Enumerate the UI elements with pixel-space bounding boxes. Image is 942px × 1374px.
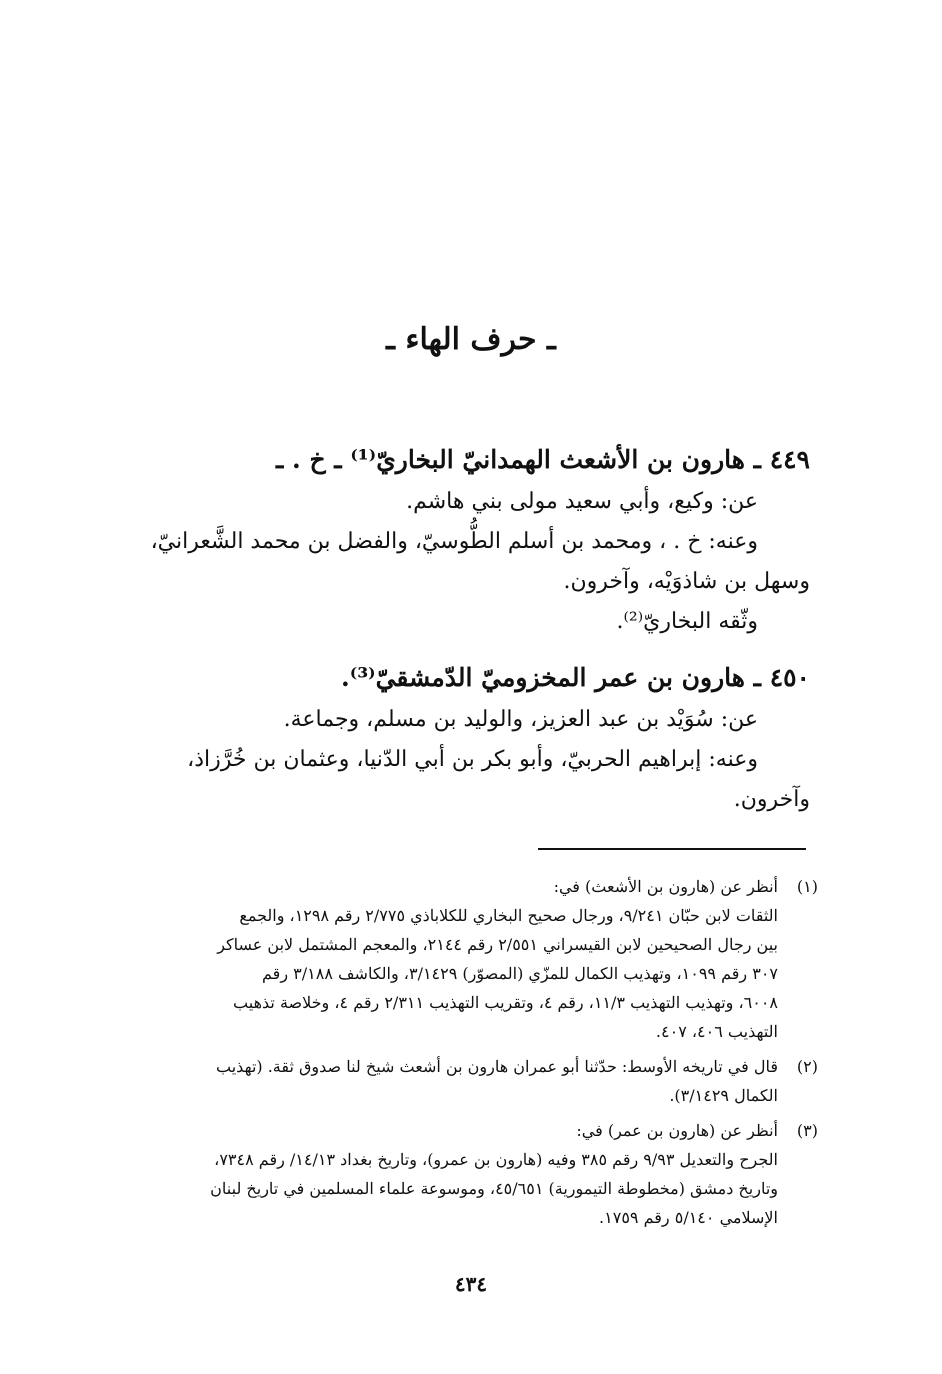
- footnote-line: الإسلامي ٥/١٤٠ رقم ١٧٥٩.: [599, 1208, 778, 1227]
- footnote-1: [94, 872, 818, 1046]
- biography-entries: [82, 438, 810, 834]
- entry-line: عن: سُوَيْد بن عبد العزيز، والوليد بن مسلم، وجماعة.: [283, 707, 758, 732]
- footnote-body: [94, 1116, 778, 1232]
- footnote-line: الكمال ٣/١٤٢٩).: [669, 1086, 778, 1105]
- footnote-3: [94, 1116, 818, 1232]
- entry-line: وآخرون.: [733, 787, 810, 812]
- footnote-line: وتاريخ دمشق (مخطوطة التيمورية) ٤٥/٦٥١، وموسوعة علماء المسلمين في تاريخ لبنان: [210, 1179, 778, 1198]
- entry-line: عن: وكيع، وأبي سعيد مولى بني هاشم.: [406, 489, 758, 514]
- biography-entry-449: [82, 438, 810, 642]
- entry-line: وعنه: خ . ، ومحمد بن أسلم الطُّوسيّ، والفضل بن محمد الشَّعرانيّ،: [150, 529, 758, 554]
- entry-line: وسهل بن شاذوَيْه، وآخرون.: [563, 569, 810, 594]
- footnote-2: [94, 1052, 818, 1110]
- section-title: ـ حرف الهاء ـ: [386, 322, 556, 357]
- footnote-line: أنظر عن (هارون بن الأشعث) في:: [553, 877, 778, 896]
- footnote-number: (٢): [796, 1057, 818, 1076]
- footnote-number: (٣): [796, 1121, 818, 1140]
- footnote-body: [94, 1052, 778, 1110]
- footnote-line: التهذيب ٤٠٦، ٤٠٧.: [655, 1022, 778, 1041]
- footnote-body: [94, 872, 778, 1046]
- entry-heading: ٤٥٠ ـ هارون بن عمر المخزوميّ الدّمشقيّ⁽³⁾.: [341, 663, 810, 692]
- footnote-line: ٦٠٠٨، وتهذيب التهذيب ١١/٣، رقم ٤، وتقريب التهذيب ٢/٣١١ رقم ٤، وخلاصة تذهيب: [233, 993, 778, 1012]
- footnote-line: أنظر عن (هارون بن عمر) في:: [576, 1121, 778, 1140]
- footnote-line: قال في تاريخه الأوسط: حدّثنا أبو عمران هارون بن أشعث شيخ لنا صدوق ثقة. (تهذيب: [216, 1057, 778, 1076]
- footnotes: [94, 872, 818, 1238]
- footnote-line: بين رجال الصحيحين لابن القيسراني ٢/٥٥١ رقم ٢١٤٤، والمعجم المشتمل لابن عساكر: [217, 935, 778, 954]
- entry-line: وعنه: إبراهيم الحربيّ، وأبو بكر بن أبي الدّنيا، وعثمان بن خُرَّزاذ،: [187, 747, 758, 772]
- footnote-line: ٣٠٧ رقم ١٠٩٩، وتهذيب الكمال للمزّي (المصوّر) ٣/١٤٢٩، والكاشف ٣/١٨٨ رقم: [262, 964, 778, 983]
- entry-heading: ٤٤٩ ـ هارون بن الأشعث الهمدانيّ البخاريّ⁽¹⁾ ـ خ . ـ: [276, 445, 810, 474]
- biography-entry-450: [82, 656, 810, 820]
- footnote-divider: [538, 848, 806, 850]
- entry-line: وثّقه البخاريّ⁽²⁾.: [616, 609, 758, 634]
- footnote-line: الثقات لابن حبّان ٩/٢٤١، ورجال صحيح البخاري للكلاباذي ٢/٧٧٥ رقم ١٢٩٨، والجمع: [239, 906, 778, 925]
- page-number: ٤٣٤: [454, 1272, 488, 1296]
- footnote-number: (١): [796, 877, 818, 896]
- footnote-line: الجرح والتعديل ٩/٩٣ رقم ٣٨٥ وفيه (هارون بن عمرو)، وتاريخ بغداد ١٤/١٣/ رقم ٧٣٤٨،: [214, 1150, 778, 1169]
